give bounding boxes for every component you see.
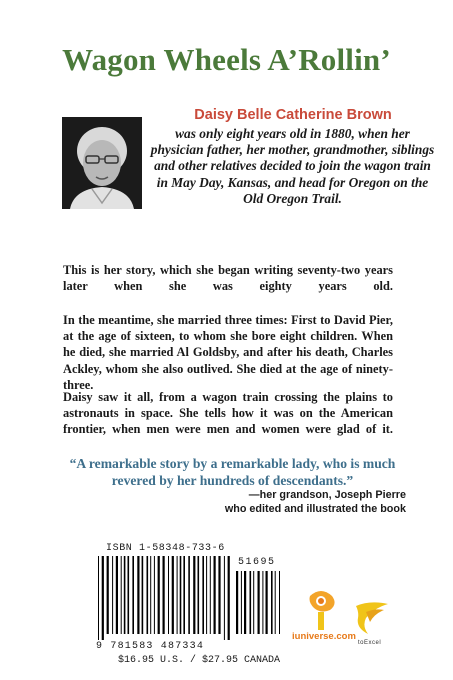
portrait-icon	[62, 117, 142, 209]
book-title: Wagon Wheels A’Rollin’	[62, 42, 391, 77]
price-label: $16.95 U.S. / $27.95 CANADA	[118, 655, 281, 666]
barcode-icon	[98, 556, 230, 640]
barcode-addon-number: 51695	[238, 557, 276, 568]
author-name: Daisy Belle Catherine Brown	[194, 107, 392, 123]
barcode-addon-icon	[236, 571, 280, 640]
quote-attribution-detail: who edited and illustrated the book	[224, 503, 406, 515]
intro-text: was only eight years old in 1880, when her physician father, her mother, grandmother, siblings and other relatives decided to join the wagon train in May Day, Kansas, and head for Oregon on the Old Oregon Trail.	[150, 126, 435, 206]
body-paragraph: This is her story, which she began writing seventy-two years later when she was eighty years old.	[63, 263, 393, 294]
barcode-number: 9 781583 487334	[96, 641, 205, 652]
iuniverse-logo-icon	[304, 588, 338, 632]
isbn-label: ISBN 1-58348-733-6	[106, 543, 225, 554]
imprint-logo-text: toExcel	[358, 640, 382, 646]
body-paragraph: In the meantime, she married three times: First to David Pier, at the age of sixteen, to whom she bore eight children. When he died, she married Al Goldsby, and after his death, Charles Ackley, whom she also outlived. She died at the age of ninety-three.	[63, 313, 393, 392]
review-quote: “A remarkable story by a remarkable lady, who is much revered by her hundreds of descendants.”	[69, 456, 396, 488]
toexcel-swoosh-logo-icon	[352, 596, 392, 638]
body-paragraph: Daisy saw it all, from a wagon train crossing the plains to astronauts in space. She tells how it was on the American frontier, when men were men and women were glad of it.	[63, 390, 393, 437]
author-portrait-photo	[62, 117, 142, 209]
quote-attribution: —her grandson, Joseph Pierre	[248, 489, 406, 501]
publisher-logo-text: iuniverse.com	[292, 631, 356, 642]
